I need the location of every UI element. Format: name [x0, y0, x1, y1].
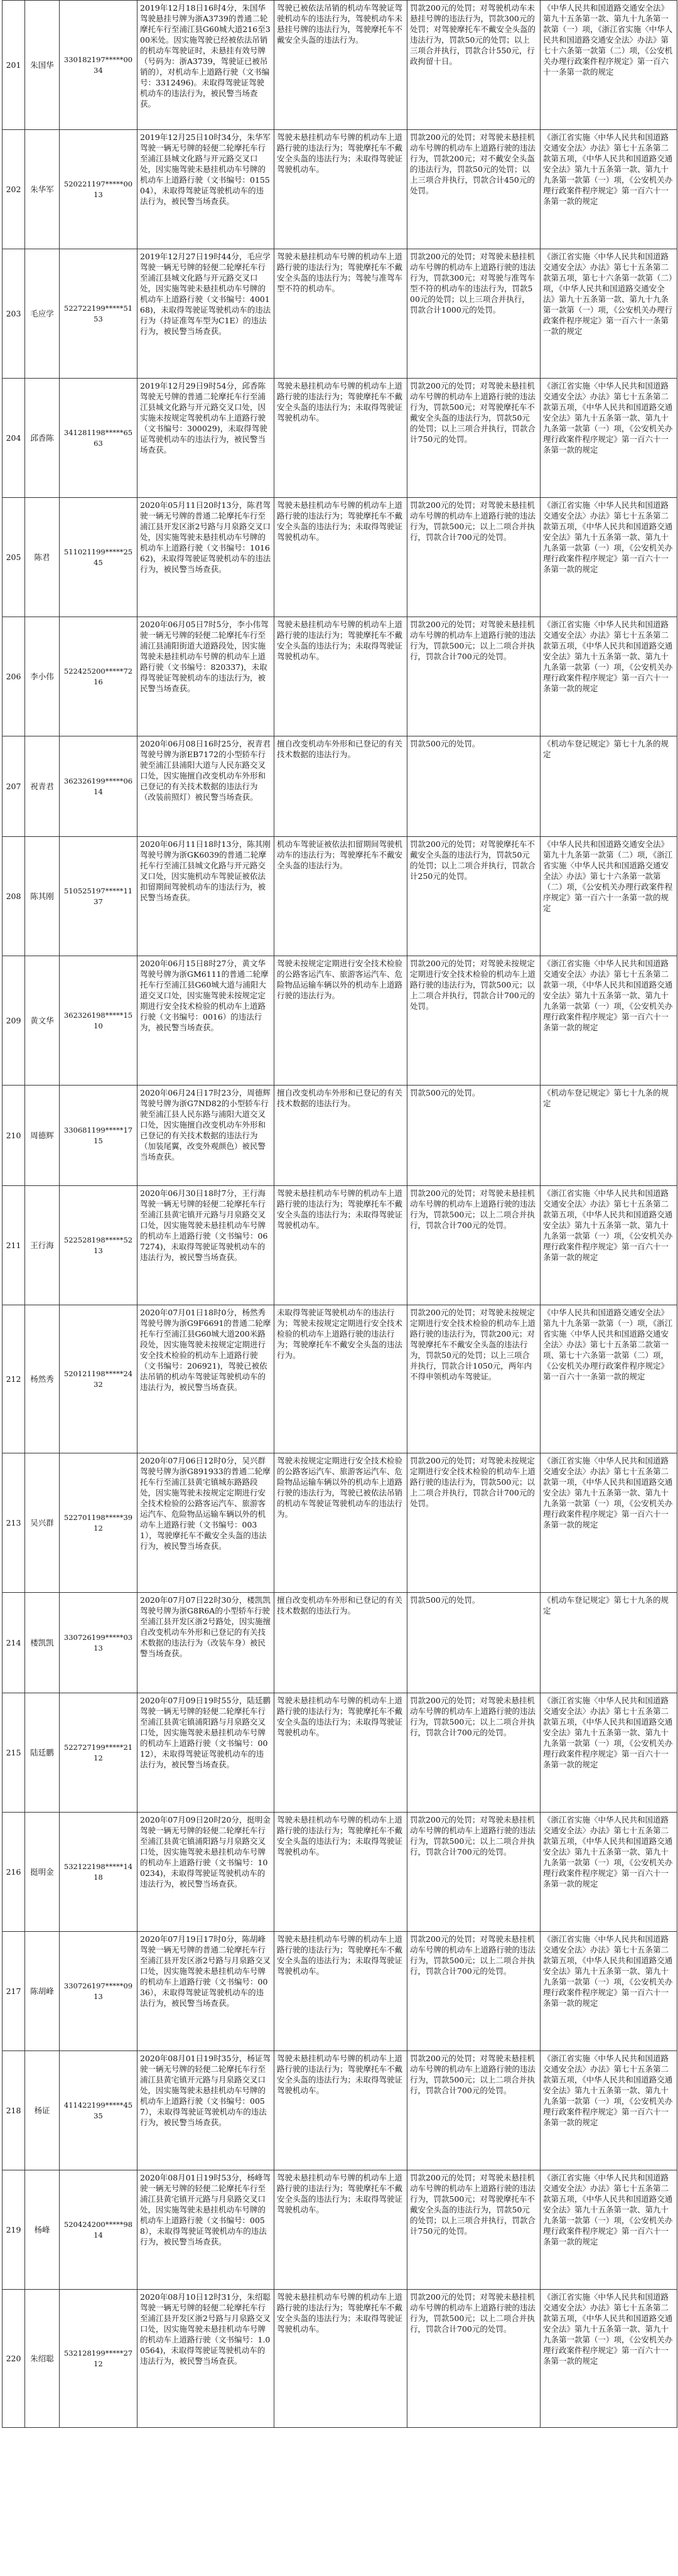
- violation-act-cell: 驾驶未悬挂机动车号牌的机动车上道路行驶的违法行为；驾驶摩托车不戴安全头盔的违法行为；未取得驾驶证驾驶机动车。: [274, 617, 407, 736]
- id-number-cell: 510525197*****1137: [60, 837, 137, 956]
- legal-basis-cell: 《中华人民共和国道路交通安全法》第九十五条第一款、第九十九条第一款第（一）项，《浙江省实施〈中华人民共和国道路交通安全法〉办法》第七十六条第一款第（二）项，《公安机关办理行政案件程序规定》第一百六十一条第一款的规定: [541, 1, 677, 130]
- person-name-cell: 陆廷鹏: [25, 1693, 60, 1813]
- table-row: [3, 1593, 677, 1693]
- table-row: [3, 1086, 677, 1186]
- violation-fact-cell: 2020年07月07日22时30分，楼凯凯驾驶号牌为浙G8R6A的小型轿车行驶至浦江县开发区浙2号路处，因实施擅自改变机动车外形和已登记的有关技术数据的违法行为（改装车身）被民警当场查获。: [137, 1593, 274, 1693]
- table-row: [3, 2051, 677, 2170]
- penalty-cell: 罚款200元的处罚；对驾驶未悬挂机动车号牌的机动车上道路行驶的违法行为，罚款500元；对驾驶摩托车不戴安全头盔的违法行为，罚款50元的处罚；以上三项合并执行，罚款合计750元的处罚。: [407, 2170, 541, 2290]
- id-number-cell: 520121198*****2432: [60, 1305, 137, 1453]
- legal-basis-cell: 《浙江省实施〈中华人民共和国道路交通安全法〉办法》第七十五条第二款第五项，《中华人民共和国道路交通安全法》第九十五条第一款、第九十九条第一款第（一）项，《公安机关办理行政案件程序规定》第一百六十一条第一款的规定: [541, 498, 677, 617]
- legal-basis-cell: 《浙江省实施〈中华人民共和国道路交通安全法〉办法》第七十五条第二款第五项，第七十六条第一款第（二）项，《中华人民共和国道路交通安全法》第九十五条第一款、第九十九条第一款第（一）项，《公安机关办理行政案件程序规定》第一百六十一条第一款的规定: [541, 249, 677, 379]
- violation-fact-cell: 2020年08月01日19时53分，杨峰驾驶一辆无号牌的轻便二轮摩托车行至浦江县黄宅镇开元路与月泉路交叉口处，因实施驾驶未悬挂机动车号牌的机动车上道路行驶（文书编号：0058），未取得驾驶证驾驶机动车的违法行为，被民警当场查获。: [137, 2170, 274, 2290]
- row-number-cell: 203: [3, 249, 25, 379]
- table-row: [3, 379, 677, 498]
- person-name-cell: 挺明金: [25, 1813, 60, 1932]
- penalty-cell: 罚款200元的处罚；对驾驶未悬挂机动车号牌的机动车上道路行驶的违法行为，罚款500元；以上二项合并执行，罚款合计700元的处罚。: [407, 498, 541, 617]
- row-number-cell: 217: [3, 1932, 25, 2051]
- id-number-cell: 532128199*****2712: [60, 2290, 137, 2428]
- table-row: [3, 249, 677, 379]
- penalty-cell: 罚款200元的处罚；对驾驶未悬挂机动车号牌的机动车上道路行驶的违法行为，罚款500元；以上二项合并执行，罚款合计700元的处罚。: [407, 617, 541, 736]
- legal-basis-cell: 《浙江省实施〈中华人民共和国道路交通安全法〉办法》第七十五条第二款第五项，《中华人民共和国道路交通安全法》第九十五条第一款、第九十九条第一款第（一）项，《公安机关办理行政案件程序规定》第一百六十一条第一款的规定: [541, 2170, 677, 2290]
- person-name-cell: 吴兴群: [25, 1453, 60, 1593]
- table-row: [3, 837, 677, 956]
- table-row: [3, 498, 677, 617]
- person-name-cell: 李小伟: [25, 617, 60, 736]
- legal-basis-cell: 《浙江省实施〈中华人民共和国道路交通安全法〉办法》第七十五条第二款第五项，《中华人民共和国道路交通安全法》第九十五条第一款、第九十九条第一款第（一）项，《公安机关办理行政案件程序规定》第一百六十一条第一款的规定: [541, 1186, 677, 1305]
- table-row: [3, 956, 677, 1086]
- violation-fact-cell: 2019年12月29日9时54分，邱香陈驾驶无号牌的普通二轮摩托车行至浦江县城文化路与开元路交叉口处，因实施未按规定驾驶机动车上道路行驶（文书编号：300029)，未取得驾驶证驾驶机动车的违法行为，被民警当场查获。: [137, 379, 274, 498]
- table-row: [3, 1453, 677, 1593]
- legal-basis-cell: 《中华人民共和国道路交通安全法》第九十九条第一款第（二）项，《浙江省实施〈中华人民共和国道路交通安全法〉办法》第七十六条第一款第（二）项，《公安机关办理行政案件程序规定》第一百六十一条第一款的规定: [541, 837, 677, 956]
- legal-basis-cell: 《浙江省实施〈中华人民共和国道路交通安全法〉办法》第七十五条第二款第五项，《中华人民共和国道路交通安全法》第九十五条第一款、第九十九条第一款第（一）项，《公安机关办理行政案件程序规定》第一百六十一条第一款的规定: [541, 2290, 677, 2428]
- violation-fact-cell: 2019年12月25日10时34分，朱华军驾驶一辆无号牌的轻便二轮摩托车行至浦江县城文化路与开元路交叉口处，因实施驾驶未悬挂机动车号牌的机动车上道路行驶（文书编号：015504），未取得驾驶证驾驶机动车的违法行为，被民警当场查获。: [137, 130, 274, 249]
- penalty-table: [2, 0, 677, 2428]
- row-number-cell: 206: [3, 617, 25, 736]
- id-number-cell: 362326199*****0614: [60, 736, 137, 837]
- violation-act-cell: 驾驶未悬挂机动车号牌的机动车上道路行驶的违法行为；驾驶摩托车不戴安全头盔的违法行为；未取得驾驶证驾驶机动车。: [274, 498, 407, 617]
- penalty-cell: 罚款200元的处罚；对驾驶未按规定定期进行安全技术检验的机动车上道路行驶的违法行为，罚款200元；对驾驶摩托车不戴安全头盔的违法行为，罚款50元的处罚；以上三项合并执行，罚款合计1050元，两年内不得申领机动车驾驶证。: [407, 1305, 541, 1453]
- person-name-cell: 杨峰: [25, 2170, 60, 2290]
- penalty-cell: 罚款200元的处罚；对驾驶未按规定定期进行安全技术检验的机动车上道路行驶的违法行为，罚款500元；以上二项合并执行，罚款合计700元的处罚。: [407, 956, 541, 1086]
- violation-fact-cell: 2020年05月11日20时13分，陈君驾驶一辆无号牌的普通二轮摩托车行至浦江县开发区浙2号路与月泉路交叉口处，因实施驾驶未悬挂机动车号牌的机动车上道路行驶（文书编号：101662)，未取得驾驶证驾驶机动车的违法行为，被民警当场查获。: [137, 498, 274, 617]
- violation-fact-cell: 2019年12月27日19时44分，毛应学驾驶一辆无号牌的轻便二轮摩托车行至浦江县城文化路与开元路交叉口处，因实施驾驶未悬挂机动车号牌的机动车上道路行驶（文书编号：400168)，未取得驾驶证驾驶机动车的违法行为（持证准驾车型为C1E）的违法行为，被民警当场查获。: [137, 249, 274, 379]
- table-body: [3, 1, 677, 2428]
- person-name-cell: 朱绍聪: [25, 2290, 60, 2428]
- table-row: [3, 617, 677, 736]
- person-name-cell: 王行海: [25, 1186, 60, 1305]
- person-name-cell: 黄文华: [25, 956, 60, 1086]
- violation-fact-cell: 2020年07月01日18时0分，杨然秀驾驶号牌为浙G9F6691的普通二轮摩托车行至浦江县G60城大道200米路段处，因实施驾驶未按规定定期进行安全技术检验的机动车上道路行驶（文书编号：206921)，驾驶已被依法吊销的机动车驾驶证驾驶机动车的违法行为，被民警当场查获。: [137, 1305, 274, 1453]
- violation-act-cell: 驾驶未悬挂机动车号牌的机动车上道路行驶的违法行为；驾驶摩托车不戴安全头盔的违法行为；未取得驾驶证驾驶机动车。: [274, 2051, 407, 2170]
- penalty-cell: 罚款200元的处罚；对驾驶机动车未悬挂号牌的违法行为，罚款300元的处罚；对驾驶摩托车不戴安全头盔的违法行为，罚款50元的处罚；以上三项合并执行，罚款合计550元，行政拘留十日。: [407, 1, 541, 130]
- legal-basis-cell: 《浙江省实施〈中华人民共和国道路交通安全法〉办法》第七十五条第二款第五项，《中华人民共和国道路交通安全法》第九十五条第一款、第九十九条第一款第（一）项，《公安机关办理行政案件程序规定》第一百六十一条第一款的规定: [541, 379, 677, 498]
- penalty-cell: 罚款200元的处罚；对驾驶未悬挂机动车号牌的机动车上道路行驶的违法行为，罚款500元；以上二项合并执行，罚款合计700元的处罚。: [407, 1813, 541, 1932]
- person-name-cell: 陈君: [25, 498, 60, 617]
- table-row: [3, 2290, 677, 2428]
- person-name-cell: 楼凯凯: [25, 1593, 60, 1693]
- id-number-cell: 532122198*****1418: [60, 1813, 137, 1932]
- row-number-cell: 202: [3, 130, 25, 249]
- row-number-cell: 218: [3, 2051, 25, 2170]
- violation-fact-cell: 2020年07月09日19时55分，陆廷鹏驾驶一辆无号牌的轻便二轮摩托车行至浦江县黄宅镇浦阳路与月泉路交叉口处，因实施驾驶未悬挂机动车号牌的机动车上道路行驶（文书编号：0012），未取得驾驶证驾驶机动车的违法行为，被民警当场查获。: [137, 1693, 274, 1813]
- violation-fact-cell: 2020年06月30日18时7分，王行海驾驶一辆无号牌的轻便二轮摩托车行至浦江县黄宅镇开元路与月泉路交叉口处，因实施驾驶未悬挂机动车号牌的机动车上道路行驶（文书编号：067274)，未取得驾驶证驾驶机动车的违法行为，被民警当场查获。: [137, 1186, 274, 1305]
- row-number-cell: 208: [3, 837, 25, 956]
- id-number-cell: 330182197*****0034: [60, 1, 137, 130]
- person-name-cell: 陈胡峰: [25, 1932, 60, 2051]
- row-number-cell: 207: [3, 736, 25, 837]
- person-name-cell: 陈其刚: [25, 837, 60, 956]
- id-number-cell: 330726197*****0913: [60, 1932, 137, 2051]
- id-number-cell: 330681199*****1715: [60, 1086, 137, 1186]
- violation-act-cell: 驾驶未悬挂机动车号牌的机动车上道路行驶的违法行为；驾驶摩托车不戴安全头盔的违法行为；未取得驾驶证驾驶机动车。: [274, 379, 407, 498]
- id-number-cell: 341281198*****6563: [60, 379, 137, 498]
- id-number-cell: 522722199*****5153: [60, 249, 137, 379]
- violation-act-cell: 驾驶未悬挂机动车号牌的机动车上道路行驶的违法行为；驾驶摩托车不戴安全头盔的违法行为；未取得驾驶证驾驶机动车。: [274, 2170, 407, 2290]
- id-number-cell: 330726199*****0313: [60, 1593, 137, 1693]
- violation-act-cell: 驾驶未悬挂机动车号牌的机动车上道路行驶的违法行为；驾驶摩托车不戴安全头盔的违法行为；未取得驾驶证驾驶机动车。: [274, 1932, 407, 2051]
- penalty-cell: 罚款200元的处罚；对驾驶未悬挂机动车号牌的机动车上道路行驶的违法行为，罚款500元；以上二项合并执行，罚款合计700元的处罚。: [407, 1186, 541, 1305]
- row-number-cell: 213: [3, 1453, 25, 1593]
- violation-act-cell: 擅自改变机动车外形和已登记的有关技术数据的违法行为。: [274, 1086, 407, 1186]
- table-row: [3, 1, 677, 130]
- person-name-cell: 邱香陈: [25, 379, 60, 498]
- violation-act-cell: 驾驶未悬挂机动车号牌的机动车上道路行驶的违法行为；驾驶摩托车不戴安全头盔的违法行为；未取得驾驶证驾驶机动车。: [274, 2290, 407, 2428]
- legal-basis-cell: 《浙江省实施〈中华人民共和国道路交通安全法〉办法》第七十五条第二款第五项，《中华人民共和国道路交通安全法》第九十五条第一款、第九十九条第一款第（一）项，《公安机关办理行政案件程序规定》第一百六十一条第一款的规定: [541, 130, 677, 249]
- violation-act-cell: 驾驶未悬挂机动车号牌的机动车上道路行驶的违法行为；驾驶摩托车不戴安全头盔的违法行为；未取得驾驶证驾驶机动车。: [274, 1813, 407, 1932]
- row-number-cell: 204: [3, 379, 25, 498]
- id-number-cell: 522727199*****2112: [60, 1693, 137, 1813]
- legal-basis-cell: 《机动车登记规定》第七十九条的规定: [541, 1086, 677, 1186]
- violation-act-cell: 擅自改变机动车外形和已登记的有关技术数据的违法行为。: [274, 1593, 407, 1693]
- legal-basis-cell: 《机动车登记规定》第七十九条的规定: [541, 1593, 677, 1693]
- violation-fact-cell: 2020年07月19日17时0分，陈胡峰驾驶一辆无号牌的普通二轮摩托车行至浦江县开发区浙2号路与月泉路交叉口处，因实施驾驶未悬挂机动车号牌的机动车上道路行驶（文书编号：0036），未取得驾驶证驾驶机动车的违法行为，被民警当场查获。: [137, 1932, 274, 2051]
- violation-act-cell: 驾驶未悬挂机动车号牌的机动车上道路行驶的违法行为；驾驶摩托车不戴安全头盔的违法行为；未取得驾驶证驾驶机动车。: [274, 1186, 407, 1305]
- violation-fact-cell: 2020年06月24日17时23分，周德辉驾驶号牌为浙G7ND82的小型轿车行驶至浦江县人民东路与浦阳大道交叉口处，因实施擅自改变机动车外形和已登记的有关技术数据的违法行为（加装尾翼，改变外观颜色）被民警当场查获。: [137, 1086, 274, 1186]
- violation-fact-cell: 2020年08月10日12时31分，朱绍聪驾驶一辆无号牌的轻便二轮摩托车行至浦江县开发区浙2号路与月泉路交叉口处，因实施驾驶未悬挂机动车号牌的机动车上道路行驶（文书编号：1.00564)，未取得驾驶证驾驶机动车的违法行为，被民警当场查获。: [137, 2290, 274, 2428]
- row-number-cell: 220: [3, 2290, 25, 2428]
- table-row: [3, 2170, 677, 2290]
- legal-basis-cell: 《浙江省实施〈中华人民共和国道路交通安全法〉办法》第七十五条第二款第五项，《中华人民共和国道路交通安全法》第九十五条第一款、第九十九条第一款第（一）项，《公安机关办理行政案件程序规定》第一百六十一条第一款的规定: [541, 617, 677, 736]
- row-number-cell: 219: [3, 2170, 25, 2290]
- table-row: [3, 130, 677, 249]
- id-number-cell: 362326198*****1510: [60, 956, 137, 1086]
- legal-basis-cell: 《浙江省实施〈中华人民共和国道路交通安全法〉办法》第七十五条第二款第五项，《中华人民共和国道路交通安全法》第九十五条第一款、第九十九条第一款第（一）项，《公安机关办理行政案件程序规定》第一百六十一条第一款的规定: [541, 1813, 677, 1932]
- id-number-cell: 520221197*****0013: [60, 130, 137, 249]
- table-row: [3, 1693, 677, 1813]
- violation-fact-cell: 2019年12月18日16时4分，朱国华驾驶悬挂号牌为浙A3739的普通二轮摩托车行至浦江县G60城大道216至300米处。因实施驾驶已经被依法吊销的机动车驾驶证时，未悬挂有效号牌（号码为：浙A3739，驾驶证已被吊销的），对机动车上道路行驶（文书编号：3312496)。未取得驾驶证驾驶机动车的违法行为，被民警当场查获。: [137, 1, 274, 130]
- penalty-cell: 罚款200元的处罚；对驾驶未悬挂机动车号牌的机动车上道路行驶的违法行为，罚款500元；以上二项合并执行，罚款合计700元的处罚。: [407, 2290, 541, 2428]
- violation-fact-cell: 2020年08月01日19时35分，杨证驾驶一辆无号牌的轻便二轮摩托车行至浦江县黄宅镇开元路与月泉路交叉口处，因实施驾驶未悬挂机动车号牌的机动车上道路行驶（文书编号：0057），未取得驾驶证驾驶机动车的违法行为，被民警当场查获。: [137, 2051, 274, 2170]
- row-number-cell: 201: [3, 1, 25, 130]
- legal-basis-cell: 《浙江省实施〈中华人民共和国道路交通安全法〉办法》第七十五条第二款第一项，《中华人民共和国道路交通安全法》第九十五条第一款、第九十九条第一款第（一）项，《公安机关办理行政案件程序规定》第一百六十一条第一款的规定: [541, 1453, 677, 1593]
- table-row: [3, 1813, 677, 1932]
- violation-act-cell: 驾驶未悬挂机动车号牌的机动车上道路行驶的违法行为；驾驶摩托车不戴安全头盔的违法行为；驾驶与准驾车型不符的机动车。: [274, 249, 407, 379]
- penalty-cell: 罚款200元的处罚；对驾驶未悬挂机动车号牌的机动车上道路行驶的违法行为，罚款500元；以上二项合并执行，罚款合计700元的处罚。: [407, 1693, 541, 1813]
- id-number-cell: 411422199*****4535: [60, 2051, 137, 2170]
- penalty-cell: 罚款200元的处罚；对驾驶未悬挂机动车号牌的机动车上道路行驶的违法行为，罚款200元；对不戴安全头盔的违法行为，罚款50元的处罚；以上三项合并执行，罚款合计450元的处罚。: [407, 130, 541, 249]
- violation-fact-cell: 2020年06月11日18时13分，陈其刚驾驶号牌为浙GK6039的普通二轮摩托车行至浦江县城文化路与开元路交叉口处，因实施机动车驾驶证被依法扣留期间驾驶机动车的违法行为，被民警当场查获。: [137, 837, 274, 956]
- row-number-cell: 212: [3, 1305, 25, 1453]
- penalty-cell: 罚款200元的处罚；对驾驶未悬挂机动车号牌的机动车上道路行驶的违法行为，罚款500元；以上二项合并执行，罚款合计700元的处罚。: [407, 1932, 541, 2051]
- violation-act-cell: 驾驶未按规定定期进行安全技术检验的公路客运汽车、旅游客运汽车、危险物品运输车辆以外的机动车上道路行驶的违法行为，驾驶已被依法吊销的机动车驾驶证驾驶机动车的违法行为。: [274, 1453, 407, 1593]
- id-number-cell: 520424200*****9814: [60, 2170, 137, 2290]
- violation-act-cell: 未取得驾驶证驾驶机动车的违法行为；驾驶未按规定定期进行安全技术检验的机动车上道路行驶的违法行为；驾驶摩托车不戴安全头盔的违法行为。: [274, 1305, 407, 1453]
- person-name-cell: 杨证: [25, 2051, 60, 2170]
- penalty-cell: 罚款500元的处罚。: [407, 1593, 541, 1693]
- row-number-cell: 209: [3, 956, 25, 1086]
- violation-act-cell: 机动车驾驶证被依法扣留期间驾驶机动车的违法行为；驾驶摩托车不戴安全头盔的违法行为。: [274, 837, 407, 956]
- legal-basis-cell: 《中华人民共和国道路交通安全法》第九十九条第一款第（一）项，《浙江省实施〈中华人民共和国道路交通安全法〉办法》第七十五条第二款第一项、第七十六条第一款第（二）项，《公安机关办理行政案件程序规定》第一百六十一条第一款的规定: [541, 1305, 677, 1453]
- violation-fact-cell: 2020年06月15日8时27分，黄文华驾驶号牌为浙GM6111的普通二轮摩托车行至浦江县G60城大道与浦阳大道交叉口处，因实施驾驶未按规定定期进行安全技术检验的机动车上道路行驶（文书编号：0016）的违法行为，被民警当场查获。: [137, 956, 274, 1086]
- penalty-cell: 罚款200元的处罚；对驾驶未悬挂机动车号牌的机动车上道路行驶的违法行为，罚款300元；对驾驶与准驾车型不符的机动车的违法行为，罚款500元的处罚；以上三项合并执行，罚款合计1000元的处罚。: [407, 249, 541, 379]
- penalty-cell: 罚款200元的处罚；对驾驶未悬挂机动车号牌的机动车上道路行驶的违法行为，罚款500元；对驾驶摩托车不戴安全头盔的违法行为，罚款50元的处罚；以上三项合并执行，罚款合计750元的处罚。: [407, 379, 541, 498]
- legal-basis-cell: 《浙江省实施〈中华人民共和国道路交通安全法〉办法》第七十五条第二款第五项，《中华人民共和国道路交通安全法》第九十五条第一款、第九十九条第一款第（一）项，《公安机关办理行政案件程序规定》第一百六十一条第一款的规定: [541, 2051, 677, 2170]
- penalty-cell: 罚款500元的处罚。: [407, 1086, 541, 1186]
- row-number-cell: 216: [3, 1813, 25, 1932]
- penalty-cell: 罚款200元的处罚；对驾驶未悬挂机动车号牌的机动车上道路行驶的违法行为，罚款500元；以上二项合并执行，罚款合计700元的处罚。: [407, 2051, 541, 2170]
- violation-act-cell: 驾驶未悬挂机动车号牌的机动车上道路行驶的违法行为；驾驶摩托车不戴安全头盔的违法行为；未取得驾驶证驾驶机动车。: [274, 1693, 407, 1813]
- legal-basis-cell: 《机动车登记规定》第七十九条的规定: [541, 736, 677, 837]
- violation-fact-cell: 2020年06月05日7时5分，李小伟驾驶一辆无号牌的轻便二轮摩托车行至浦江县浦阳街道大道路段处，因实施驾驶未悬挂机动车号牌的机动车上道路行驶（文书编号：820337)，未取得驾驶证驾驶机动车的违法行为，被民警当场查获。: [137, 617, 274, 736]
- penalty-cell: 罚款200元的处罚；对驾驶未按规定定期进行安全技术检验的机动车上道路行驶的违法行为，罚款500元；以上二项合并执行，罚款合计700元的处罚。: [407, 1453, 541, 1593]
- violation-act-cell: 驾驶已被依法吊销的机动车驾驶证驾驶机动车的违法行为，驾驶机动车未悬挂号牌的违法行为，驾驶摩托车不戴安全头盔的违法行为。: [274, 1, 407, 130]
- id-number-cell: 522701198*****3912: [60, 1453, 137, 1593]
- person-name-cell: 周德辉: [25, 1086, 60, 1186]
- person-name-cell: 朱华军: [25, 130, 60, 249]
- violation-fact-cell: 2020年06月08日16时25分，祝青君驾驶号牌为浙EB7172的小型轿车行驶至浦江县浦阳大道与人民东路交叉口处，因实施擅自改变机动车外形和已登记的有关技术数据的违法行为（改装前照灯）被民警当场查获。: [137, 736, 274, 837]
- violation-act-cell: 驾驶未悬挂机动车号牌的机动车上道路行驶的违法行为；驾驶摩托车不戴安全头盔的违法行为；未取得驾驶证驾驶机动车。: [274, 130, 407, 249]
- table-row: [3, 1186, 677, 1305]
- row-number-cell: 205: [3, 498, 25, 617]
- id-number-cell: 511021199*****2545: [60, 498, 137, 617]
- violation-act-cell: 擅自改变机动车外形和已登记的有关技术数据的违法行为。: [274, 736, 407, 837]
- row-number-cell: 214: [3, 1593, 25, 1693]
- id-number-cell: 522425200*****7216: [60, 617, 137, 736]
- row-number-cell: 215: [3, 1693, 25, 1813]
- row-number-cell: 210: [3, 1086, 25, 1186]
- penalty-cell: 罚款500元的处罚。: [407, 736, 541, 837]
- table-row: [3, 1305, 677, 1453]
- person-name-cell: 杨然秀: [25, 1305, 60, 1453]
- person-name-cell: 祝青君: [25, 736, 60, 837]
- row-number-cell: 211: [3, 1186, 25, 1305]
- person-name-cell: 毛应学: [25, 249, 60, 379]
- violation-act-cell: 驾驶未按规定定期进行安全技术检验的公路客运汽车、旅游客运汽车、危险物品运输车辆以外的机动车上道路行驶的违法行为。: [274, 956, 407, 1086]
- violation-fact-cell: 2020年07月06日12时0分，吴兴群驾驶号牌为浙G891933的普通二轮摩托车行至浦江县黄宅镇城东路路段处，因实施驾驶未按规定定期进行安全技术检验的公路客运汽车、旅游客运汽车、危险物品运输车辆以外的机动车上道路行驶（文书编号：0031），驾驶摩托车不戴安全头盔的违法行为，被民警当场查获。: [137, 1453, 274, 1593]
- penalty-cell: 罚款200元的处罚；对驾驶摩托车不戴安全头盔的违法行为，罚款50元的处罚；以上二项合并执行，罚款合计250元的处罚。: [407, 837, 541, 956]
- legal-basis-cell: 《浙江省实施〈中华人民共和国道路交通安全法〉办法》第七十五条第二款第五项，《中华人民共和国道路交通安全法》第九十五条第一款、第九十九条第一款第（一）项，《公安机关办理行政案件程序规定》第一百六十一条第一款的规定: [541, 1693, 677, 1813]
- table-row: [3, 1932, 677, 2051]
- id-number-cell: 522528198*****5213: [60, 1186, 137, 1305]
- legal-basis-cell: 《浙江省实施〈中华人民共和国道路交通安全法〉办法》第七十五条第二款第一项，《中华人民共和国道路交通安全法》第九十五条第一款、第九十九条第一款第（一）项，《公安机关办理行政案件程序规定》第一百六十一条第一款的规定: [541, 956, 677, 1086]
- legal-basis-cell: 《浙江省实施〈中华人民共和国道路交通安全法〉办法》第七十五条第二款第五项，《中华人民共和国道路交通安全法》第九十五条第一款、第九十九条第一款第（一）项，《公安机关办理行政案件程序规定》第一百六十一条第一款的规定: [541, 1932, 677, 2051]
- person-name-cell: 朱国华: [25, 1, 60, 130]
- violation-fact-cell: 2020年07月09日20时20分，挺明金驾驶一辆无号牌的轻便二轮摩托车行至浦江县黄宅镇浦阳路与月泉路交叉口处，因实施驾驶未悬挂机动车号牌的机动车上道路行驶（文书编号：100234)，未取得驾驶证驾驶机动车的违法行为，被民警当场查获。: [137, 1813, 274, 1932]
- table-row: [3, 736, 677, 837]
